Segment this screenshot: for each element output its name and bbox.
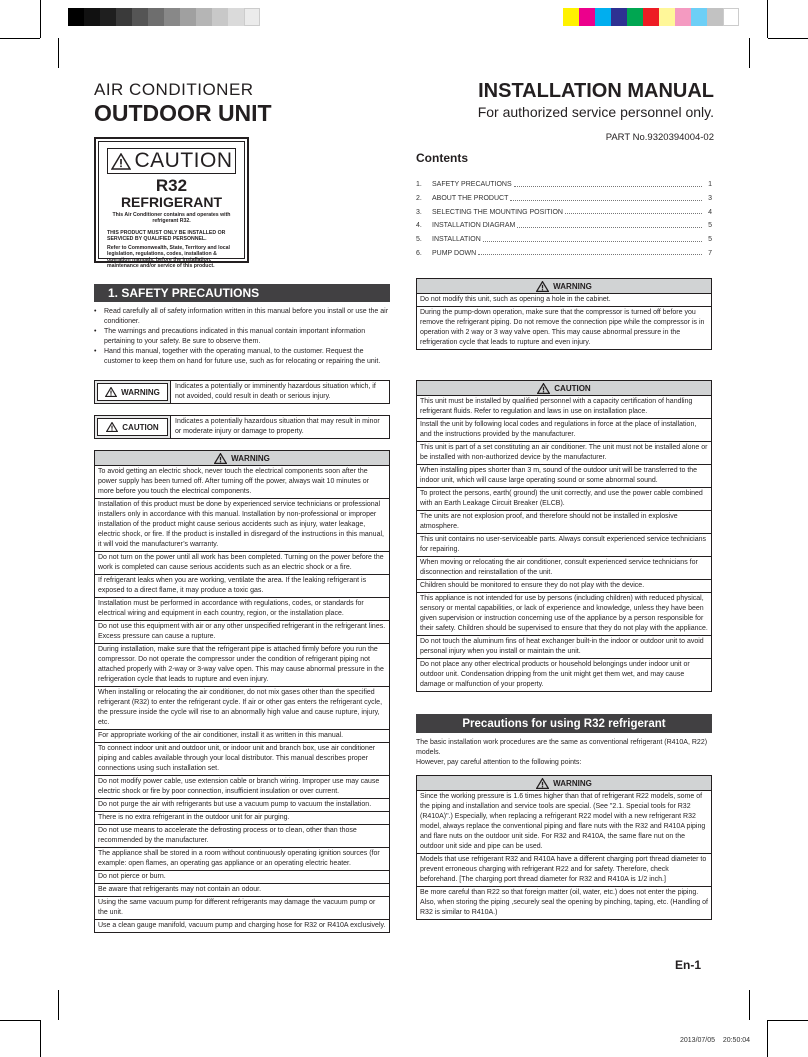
table-row: Do not touch the aluminum fins of heat exchanger built-in the indoor or outdoor unit to avoid personal injury when you install or maintain the unit. <box>417 635 711 658</box>
toc-number: 1. <box>416 181 422 189</box>
toc-leader <box>478 249 702 255</box>
toc-leader <box>514 181 702 187</box>
toc-leader <box>565 208 702 214</box>
list-item: • The warnings and precautions indicated in this manual contain important information pertaining to your safety. Be sure to observe them. <box>94 328 366 345</box>
table-row: Be more careful than R22 so that foreign matter (oil, water, etc.) does not enter the piping. Also, when storing the piping ,securely seal the opening by pinching, taping, etc. (Handling of R32 is similar to R410A.) <box>417 886 711 919</box>
caution-banner <box>107 148 236 174</box>
toc-page: 1 <box>708 181 712 189</box>
warning-triangle-icon <box>214 453 227 464</box>
toc-label: INSTALLATION DIAGRAM <box>432 222 516 230</box>
r32-intro-continued: However, pay careful attention to the following points: <box>416 759 582 766</box>
warning-triangle-icon <box>536 778 549 789</box>
table-row: There is no extra refrigerant in the outdoor unit for air purging. <box>95 811 389 824</box>
table-row: Do not purge the air with refrigerants but use a vacuum pump to vacuum the installation. <box>95 798 389 811</box>
caution-table-header: CAUTION <box>417 381 711 396</box>
document-subtitle: AIR CONDITIONER <box>94 80 254 99</box>
r32-text: R32 <box>155 176 188 195</box>
contents-heading: Contents <box>416 151 468 165</box>
print-timestamp: 2013/07/05 20:50:04 <box>680 1037 751 1044</box>
table-row: Do not turn on the power until all work has been completed. Turning on the power before the work is completed can cause serious accidents such as an electric shock or a fire. <box>95 551 389 574</box>
left-warning-table <box>94 450 390 933</box>
toc-page: 7 <box>708 249 712 257</box>
table-row: During the pump-down operation, make sure that the compressor is turned off before you remove the refrigerant piping. Do not remove the connection pipe while the compressor is in operation with 2 way or 3 way valve open. This may cause abnormal pressure in the refrigeration cycle that leads to rupture and even injury. <box>417 306 711 349</box>
right-caution-table <box>416 380 712 692</box>
table-row: To avoid getting an electric shock, never touch the electrical components soon after the power supply has been turned off. After turning off the power, always wait 10 minutes or more before you touch the electrical components. <box>98 468 369 495</box>
manual-title: INSTALLATION MANUAL <box>478 80 714 102</box>
table-row: This unit is part of a set constituting an air conditioner. The unit must not be installed alone or be installed with non-authorized device by the manufacturer. <box>417 441 711 464</box>
warning-triangle-icon <box>536 281 549 292</box>
refrigerant-note: This Air Conditioner contains and operates with refrigerant R32. <box>112 212 231 224</box>
r32-warning-table <box>416 775 712 920</box>
toc-number: 4. <box>416 222 422 230</box>
warning-legend <box>94 380 390 404</box>
warning-triangle-icon <box>105 387 117 397</box>
page-number: En-1 <box>675 958 702 972</box>
table-row: Do not pierce or burn. <box>95 870 389 883</box>
toc-label: SAFETY PRECAUTIONS <box>432 181 512 189</box>
legislation-note: Refer to Commonwealth, State, Territory and local legislation, regulations, codes, installation & operation manuals, before the installation, maintenance and/or service of this product. <box>107 245 230 269</box>
toc-page: 5 <box>708 222 712 230</box>
toc-label: INSTALLATION <box>432 236 481 244</box>
table-row: Using the same vacuum pump for different refrigerants may damage the vacuum pump or the unit. <box>95 896 389 919</box>
table-row: Children should be monitored to ensure they do not play with the device. <box>417 579 711 592</box>
table-row: To connect indoor unit and outdoor unit, or indoor unit and branch box, use air conditioner piping and cables available through your local distributor. This manual describes proper connections using such installation set. <box>95 742 389 775</box>
toc-number: 6. <box>416 249 422 257</box>
warning-triangle-icon <box>111 153 131 170</box>
toc-item[interactable] <box>416 219 712 233</box>
document-title: OUTDOOR UNIT <box>94 100 272 126</box>
toc-page: 5 <box>708 236 712 244</box>
table-row: Installation of this product must be done by experienced service technicians or professional installers only in accordance with this manual. Installation by non-professional or improper installation of the product might cause serious accidents such as injury, water leakage, electric shock, or fire. If the product is installed in disregard of the instructions in this manual, it will void the manufacturer’s warranty. <box>95 498 389 551</box>
table-row: This appliance is not intended for use by persons (including children) with reduced physical, sensory or mental capabilities, or lack of experience and knowledge, unless they have been given supervision or instruction concerning use of the appliance by a person responsible for their safety. Children should be supervised to ensure that they do not play with the appliance. <box>417 592 711 635</box>
toc-item[interactable] <box>416 233 712 247</box>
table-row: Do not modify power cable, use extension cable or branch wiring. Improper use may cause electric shock or fire by poor connection, insufficient insulation or over current. <box>95 775 389 798</box>
table-row: If refrigerant leaks when you are working, ventilate the area. If the leaking refrigerant is exposed to a direct flame, it may produce a toxic gas. <box>95 574 389 597</box>
safety-section-heading: 1. SAFETY PRECAUTIONS <box>94 284 390 302</box>
table-row: This unit contains no user-serviceable parts. Always consult experienced service technicians for repairing. <box>417 533 711 556</box>
toc-label: PUMP DOWN <box>432 249 477 257</box>
list-item: • Hand this manual, together with the operating manual, to the customer. Request the customer to keep them on hand for future use, such as for relocating or repairing the unit. <box>94 348 381 365</box>
toc-leader <box>510 195 702 201</box>
toc-number: 2. <box>416 195 422 203</box>
toc-number: 3. <box>416 208 422 216</box>
table-row: Installation must be performed in accordance with regulations, codes, or standards for electrical wiring and equipment in each country, region, or the installation place. <box>95 597 389 620</box>
caution-tag: CAUTION <box>95 416 171 438</box>
table-row: Models that use refrigerant R32 and R410A have a different charging port thread diameter to prevent erroneous charging with refrigerant R22 and for safety. Therefore, check beforehand. [The charging port thread diameter for R32 and R410A is 1/2 inch.] <box>417 853 711 886</box>
caution-definition: Indicates a potentially hazardous situation that may result in minor or moderate injury or damage to property. <box>175 418 380 435</box>
install-note: THIS PRODUCT MUST ONLY BE INSTALLED OR SERVICED BY QUALIFIED PERSONNEL. <box>107 230 226 242</box>
warning-triangle-icon <box>537 383 550 394</box>
table-row: To protect the persons, earth( ground) the unit correctly, and use the power cable combined with an Earth Leakage Circuit Breaker (ELCB). <box>417 487 711 510</box>
table-row: Use a clean gauge manifold, vacuum pump and charging hose for R32 or R410A exclusively. <box>95 919 389 932</box>
table-row: Install the unit by following local codes and regulations in force at the place of installation, and the instructions provided by the manufacturer. <box>417 418 711 441</box>
part-number: PART No.9320394004-02 <box>605 132 714 143</box>
toc-page: 3 <box>708 195 712 203</box>
toc-label: ABOUT THE PRODUCT <box>432 195 509 203</box>
warning-table-header: WARNING <box>95 451 389 466</box>
warning-definition: Indicates a potentially or imminently hazardous situation which, if not avoided, could result in death or serious injury. <box>175 383 376 400</box>
r32-intro: The basic installation work procedures are the same as conventional refrigerant (R410A, R22) models. <box>416 739 708 756</box>
safety-bullets <box>94 307 390 367</box>
table-row: When installing pipes shorter than 3 m, sound of the outdoor unit will be transferred to the indoor unit, which will cause large operating sound or some abnormal sound. <box>417 464 711 487</box>
table-row: The appliance shall be stored in a room without continuously operating ignition sources (for example: open flames, an operating gas appliance or an operating electric heater. <box>95 847 389 870</box>
table-of-contents <box>416 178 712 260</box>
toc-label: SELECTING THE MOUNTING POSITION <box>432 208 563 216</box>
list-item: • Read carefully all of safety information written in this manual before you install or use the air conditioner. <box>94 308 389 325</box>
refrigerant-text: REFRIGERANT <box>120 194 223 210</box>
audience-note: For authorized service personnel only. <box>477 104 714 120</box>
toc-item[interactable] <box>416 178 712 192</box>
table-row: Do not place any other electrical products or household belongings under indoor unit or outdoor unit. Condensation dripping from the unit might get them wet, and may cause damage or malfunction of your property. <box>417 658 711 691</box>
table-row: When installing or relocating the air conditioner, do not mix gases other than the specified refrigerant (R32) to enter the refrigerant cycle. If air or other gas enters the refrigerant cycle, the pressure inside the cycle will rise to an abnormally high value and cause rupture, injury, etc. <box>95 686 389 729</box>
toc-page: 4 <box>708 208 712 216</box>
toc-item[interactable] <box>416 246 712 260</box>
r32-section-heading: Precautions for using R32 refrigerant <box>416 714 712 733</box>
caution-legend <box>94 415 390 439</box>
right-warning-table <box>416 278 712 350</box>
toc-number: 5. <box>416 236 422 244</box>
table-row: When moving or relocating the air conditioner, consult experienced service technicians for disconnection and reinstallation of the unit. <box>417 556 711 579</box>
toc-item[interactable] <box>416 205 712 219</box>
toc-item[interactable] <box>416 192 712 206</box>
table-row: For appropriate working of the air conditioner, install it as written in this manual. <box>95 729 389 742</box>
warning-table-header: WARNING <box>417 776 711 791</box>
table-row: This unit must be installed by qualified personnel with a capacity certification of handling refrigerant fluids. Refer to regulation and laws in use on installation place. <box>420 398 693 415</box>
toc-leader <box>483 236 702 242</box>
warning-tag: WARNING <box>95 381 171 403</box>
warning-triangle-icon <box>106 422 118 432</box>
table-row: Do not modify this unit, such as opening a hole in the cabinet. <box>420 296 611 303</box>
table-row: Since the working pressure is 1.6 times higher than that of refrigerant R22 models, some of the piping and installation and service tools are special. (See "2.1. Special tools for R32 (R410A)".) Especially, when replacing a refrigerant R22 model with a new refrigerant R32 model, always replace the conventional piping and flare nuts with the R32 and R410A piping and flare nuts on the outdoor unit side. For R32 and R410A, the same flare nut on the outdoor unit side and pipe can be used. <box>420 793 706 850</box>
table-row: During installation, make sure that the refrigerant pipe is attached firmly before you run the compressor. Do not operate the compressor under the condition of refrigerant piping not attached properly with 2-way or 3-way valve open. This may cause abnormal pressure in the refrigeration cycle that leads to rupture and even injury. <box>95 643 389 686</box>
table-row: The units are not explosion proof, and therefore should not be installed in explosive atmosphere. <box>417 510 711 533</box>
r32-caution-label <box>94 137 249 269</box>
warning-table-header: WARNING <box>417 279 711 294</box>
table-row: Do not use this equipment with air or any other unspecified refrigerant in the refrigerant lines. Excess pressure can cause a rupture. <box>95 620 389 643</box>
table-row: Be aware that refrigerants may not contain an odour. <box>95 883 389 896</box>
table-row: Do not use means to accelerate the defrosting process or to clean, other than those recommended by the manufacturer. <box>95 824 389 847</box>
caution-text: CAUTION <box>134 149 233 172</box>
toc-leader <box>517 222 702 228</box>
